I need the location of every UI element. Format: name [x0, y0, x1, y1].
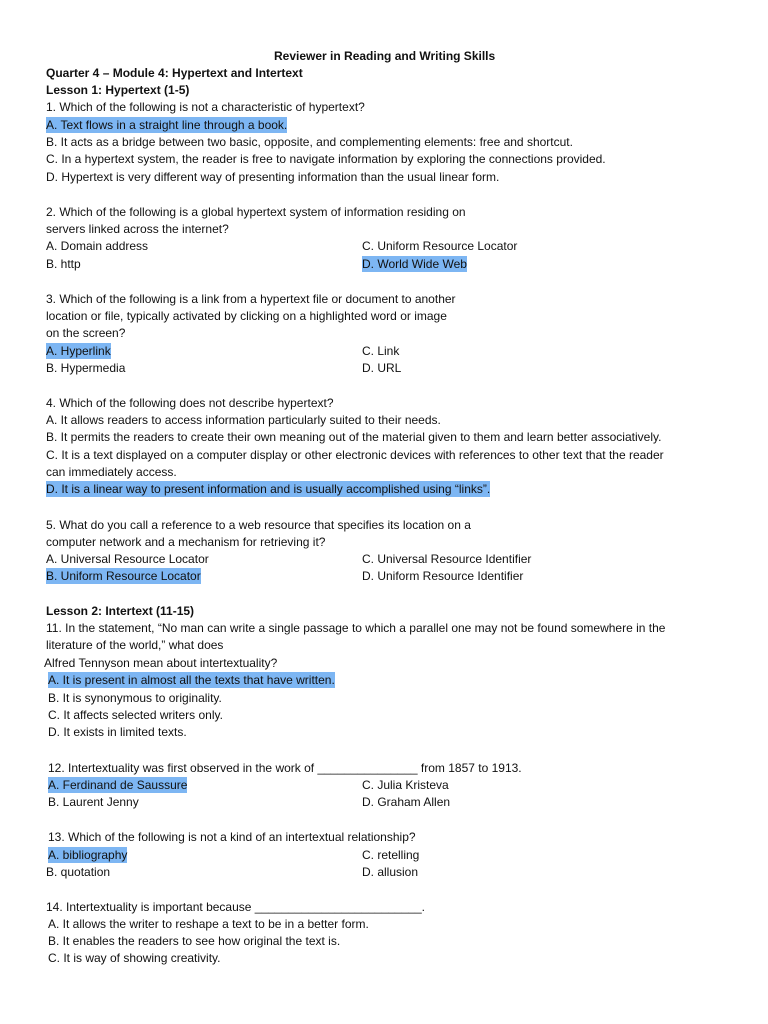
lesson2-heading: Lesson 2: Intertext (11-15) — [46, 604, 195, 618]
question-2-option-b: B. http — [46, 257, 81, 271]
question-13-answer-a: A. bibliography — [48, 848, 128, 862]
question-14-option-b: B. It enables the readers to see how original the text is. — [48, 934, 341, 948]
question-12-option-d: D. Graham Allen — [362, 795, 451, 809]
question-5-text-line2: computer network and a mechanism for retrieving it? — [46, 535, 326, 549]
question-3-option-c: C. Link — [362, 344, 400, 358]
question-1-option-d: D. Hypertext is very different way of presenting information than the usual linear form. — [46, 170, 500, 184]
question-1-option-c: C. In a hypertext system, the reader is free to navigate information by exploring the connections provided. — [46, 152, 606, 166]
question-5-answer-b: B. Uniform Resource Locator — [46, 569, 201, 583]
question-14-option-c: C. It is way of showing creativity. — [48, 951, 221, 965]
question-4-option-a: A. It allows readers to access information particularly suited to their needs. — [46, 413, 441, 427]
question-13-option-b: B. quotation — [46, 865, 111, 879]
question-12-option-b: B. Laurent Jenny — [48, 795, 139, 809]
question-12-answer-a: A. Ferdinand de Saussure — [48, 778, 188, 792]
question-11-option-b: B. It is synonymous to originality. — [48, 691, 222, 705]
question-4-option-c-line1: C. It is a text displayed on a computer display or other electronic devices with references to other text that the reader — [46, 448, 664, 462]
question-2-text-line1: 2. Which of the following is a global hypertext system of information residing on — [46, 205, 466, 219]
question-14-text: 14. Intertextuality is important because _________________________. — [46, 900, 425, 914]
module-title: Quarter 4 – Module 4: Hypertext and Intertext — [46, 66, 303, 80]
question-3-answer-a: A. Hyperlink — [46, 344, 111, 358]
question-11-text-line1: 11. In the statement, “No man can write a single passage to which a parallel one may not be found somewhere in the — [46, 621, 666, 635]
question-5-option-d: D. Uniform Resource Identifier — [362, 569, 524, 583]
question-1-text: 1. Which of the following is not a characteristic of hypertext? — [46, 100, 365, 114]
question-13-option-c: C. retelling — [362, 848, 420, 862]
question-14-option-a: A. It allows the writer to reshape a text to be in a better form. — [48, 917, 369, 931]
lesson1-heading: Lesson 1: Hypertext (1-5) — [46, 83, 190, 97]
question-3-text-line3: on the screen? — [46, 326, 126, 340]
question-3-option-d: D. URL — [362, 361, 402, 375]
question-5-option-a: A. Universal Resource Locator — [46, 552, 209, 566]
question-4-answer-d: D. It is a linear way to present information and is usually accomplished using “links”. — [46, 482, 491, 496]
question-13-option-d: D. allusion — [362, 865, 419, 879]
question-1-answer-a: A. Text flows in a straight line through a book. — [46, 118, 288, 132]
question-2-option-c: C. Uniform Resource Locator — [362, 239, 518, 253]
question-3-text-line2: location or file, typically activated by clicking on a highlighted word or image — [46, 309, 447, 323]
question-11-option-d: D. It exists in limited texts. — [48, 725, 187, 739]
question-4-option-b: B. It permits the readers to create their own meaning out of the material given to them and learn better associatively. — [46, 430, 662, 444]
document-title: Reviewer in Reading and Writing Skills — [274, 49, 496, 63]
question-2-answer-d: D. World Wide Web — [362, 257, 467, 271]
question-4-option-c-line2: can immediately access. — [46, 465, 177, 479]
question-3-option-b: B. Hypermedia — [46, 361, 126, 375]
question-4-text: 4. Which of the following does not describe hypertext? — [46, 396, 334, 410]
question-12-option-c: C. Julia Kristeva — [362, 778, 449, 792]
question-5-text-line1: 5. What do you call a reference to a web resource that specifies its location on a — [46, 518, 471, 532]
question-12-text: 12. Intertextuality was first observed in the work of _______________ from 1857 to 1913. — [48, 761, 522, 775]
question-11-option-c: C. It affects selected writers only. — [48, 708, 223, 722]
question-11-answer-a: A. It is present in almost all the texts that have written. — [48, 673, 335, 687]
question-5-option-c: C. Universal Resource Identifier — [362, 552, 532, 566]
question-13-text: 13. Which of the following is not a kind of an intertextual relationship? — [48, 830, 416, 844]
question-1-option-b: B. It acts as a bridge between two basic, opposite, and complementing elements: free and shortcut. — [46, 135, 573, 149]
question-11-text-line2: literature of the world,” what does — [46, 638, 224, 652]
question-2-text-line2: servers linked across the internet? — [46, 222, 229, 236]
question-3-text-line1: 3. Which of the following is a link from a hypertext file or document to another — [46, 292, 456, 306]
question-2-option-a: A. Domain address — [46, 239, 149, 253]
question-11-text-line3: Alfred Tennyson mean about intertextuality? — [44, 656, 278, 670]
